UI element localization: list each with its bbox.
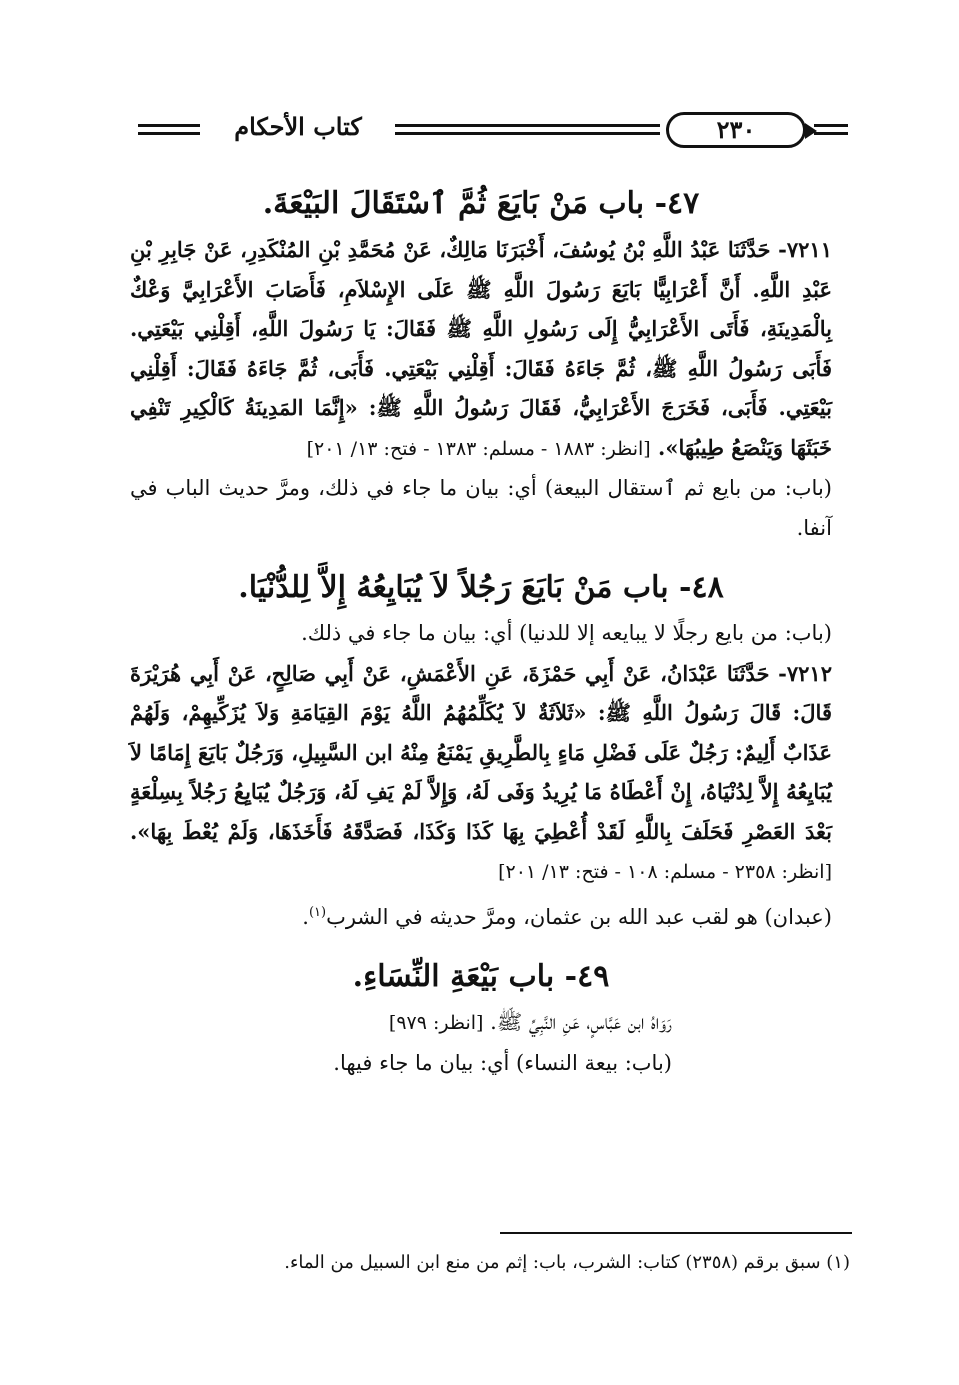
hadith-reference: [انظر: ١٨٨٣ - مسلم: ١٣٨٣ - فتح: ١٣/ ٢٠١] [306,437,651,460]
book-title: كتاب الأحكام [234,112,362,141]
narration-text [130,1003,832,1044]
hadith-reference: [انظر: ٢٣٥٨ - مسلم: ١٠٨ - فتح: ١٣/ ٢٠١] [498,861,832,883]
commentary-text: (عبدان) هو لقب عبد الله بن عثمان، ومرَّ حديثه في الشرب$^{(١)}$. [302,904,832,929]
hadith-body: ٧٢١٢- حَدَّثَنَا عَبْدَانُ، عَنْ أَبِي حَمْزَةَ، عَنِ الأَعْمَشِ، عَنْ أَبِي صَالِحٍ، عَنْ أَبِي هُرَيْرَةَ قَالَ: قَالَ رَسُولُ اللَّهِ ﷺ: «ثَلاَثَةٌ لاَ يُكَلِّمُهُمُ اللَّهُ يَوْمَ القِيَامَةِ وَلاَ يُزَكِّيهِمْ، وَلَهُمْ عَذَابٌ أَلِيمٌ: رَجُلٌ عَلَى فَضْلِ مَاءٍ بِالطَّرِيقِ يَمْنَعُ مِنْهُ ابن السَّبِيلِ، وَرَجُلٌ بَايَعَ إِمَامًا لاَ يُبَايِعُهُ إِلاَّ لِدُنْيَاهُ، إِنْ أَعْطَاهُ مَا يُرِيدُ وَفَى لَهُ، وَإِلاَّ لَمْ يَفِ لَهُ، وَرَجُلٌ يُبَايِعُ رَجُلاً بِسِلْعَةٍ بَعْدَ العَصْرِ فَحَلَفَ بِاللَّهِ لَقَدْ أُعْطِيَ بِهَا كَذَا وَكَذَا، فَصَدَّقَهُ فَأَخَذَهَا، وَلَمْ يُعْطَ بِهَا». [130,660,832,844]
hadith-body: ٧٢١١- حَدَّثَنَا عَبْدُ اللَّهِ بْنُ يُوسُفَ، أَخْبَرَنَا مَالِكٌ، عَنْ مُحَمَّدِ بْنِ المُنْكَدِرِ، عَنْ جَابِرِ بْنِ عَبْدِ اللَّهِ. أَنَّ أَعْرَابِيًّا بَايَعَ رَسُولَ اللَّهِ ﷺ عَلَى الإِسْلاَمِ، فَأَصَابَ الأَعْرَابِيَّ وَعْكٌ بِالْمَدِينَةِ، فَأَتَى الأَعْرَابِيُّ إِلَى رَسُولِ اللَّهِ ﷺ فَقَالَ: يَا رَسُولَ اللَّهِ، أَقِلْنِي بَيْعَتِي. فَأَبَى رَسُولُ اللَّهِ ﷺ، ثُمَّ جَاءَهُ فَقَالَ: أَقِلْنِي بَيْعَتِي. فَأَبَى، ثُمَّ جَاءَهُ فَقَالَ: أَقِلْنِي بَيْعَتِي. فَأَبَى، فَخَرَجَ الأَعْرَابِيُّ، فَقَالَ رَسُولُ اللَّهِ ﷺ: «إِنَّمَا المَدِينَةُ كَالْكِيرِ تَنْفِي خَبَثَهَا وَيَنْصَعُ طِيبُهَا». [130,237,832,460]
section-heading: ٤٨- باب مَنْ بَايَعَ رَجُلاً لاَ يُبَايِعُهُ إِلاَّ لِلدُّنْيَا. [238,570,724,605]
section-heading: ٤٧- باب مَنْ بَايَعَ ثُمَّ ٱسْتَقَالَ البَيْعَةَ. [262,186,700,221]
footnote: (١) سبق برقم (٢٣٥٨) كتاب: الشرب، باب: إثم من منع ابن السبيل من الماء. [284,1252,850,1273]
header-rule-left [138,124,200,136]
footnote-marker: (١) [308,904,327,920]
page-header [138,112,848,152]
hadith-text [130,230,832,469]
narration-body: رَوَاهُ ابن عَبَّاسٍ، عَنِ النَّبِيِّ ﷺ. [490,1010,672,1034]
commentary-text: (باب: بيعة النساء) أي: بيان ما جاء فيها. [333,1050,672,1075]
hadith-reference: [انظر: ٩٧٩] [388,1012,484,1034]
commentary-text: (باب: من بايع رجلًا لا يبايعه إلا للدنيا) أي: بيان ما جاء في ذلك. [301,621,832,645]
header-rule-middle [395,124,660,136]
footnote-divider [500,1232,852,1234]
commentary-body: (عبدان) هو لقب عبد الله بن عثمان، ومرَّ حديثه في الشرب [326,904,832,929]
commentary-text: (باب: من بايع ثم ٱستقال البيعة) أي: بيان ما جاء في ذلك، ومرَّ حديث الباب في آنفا. [130,476,832,540]
page-number: ٢٣٠ [666,112,806,148]
hadith-text [130,654,832,893]
page-content [130,178,832,1083]
section-heading: ٤٩- باب بَيْعَةِ النِّسَاءِ. [352,959,610,994]
header-rule-right [814,124,848,136]
